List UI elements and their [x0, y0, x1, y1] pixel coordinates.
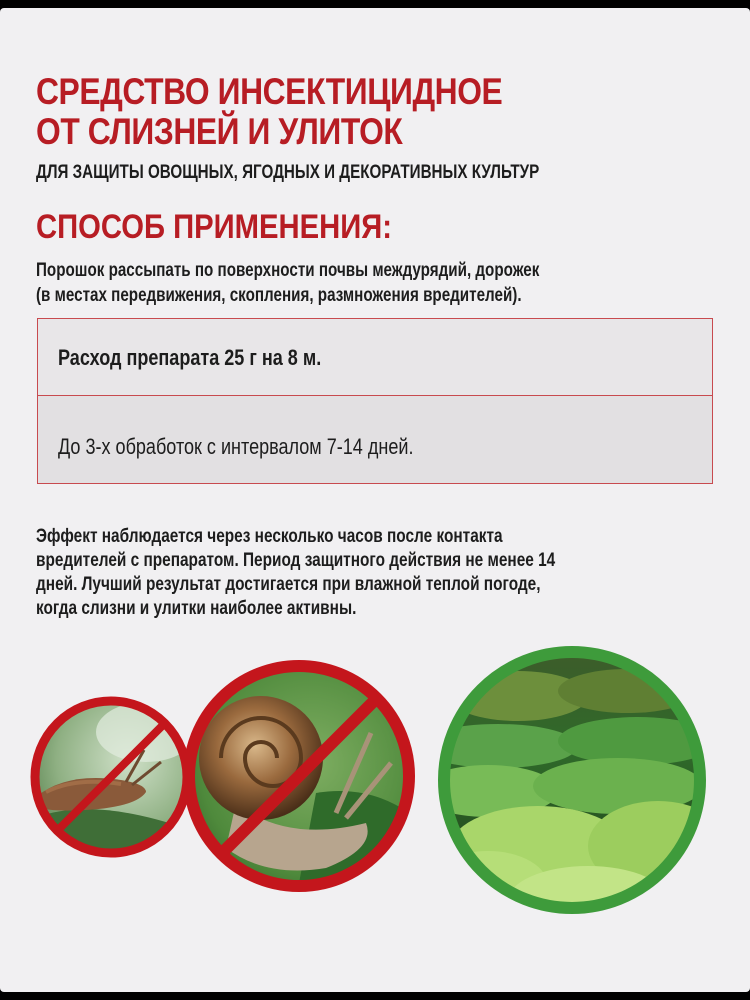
method-line-1: Порошок рассыпать по поверхности почвы междурядий, дорожек: [36, 260, 540, 281]
method-line-2: (в местах передвижения, скопления, размножения вредителей).: [36, 285, 522, 306]
product-title: [36, 72, 621, 152]
effect-line-3: дней. Лучший результат достигается при влажной теплой погоде,: [36, 574, 541, 595]
dosage-table: [37, 318, 713, 484]
title-line-2: ОТ СЛИЗНЕЙ И УЛИТОК: [36, 111, 403, 152]
method-description: [36, 258, 660, 308]
slug-crossed-out-image: [26, 692, 196, 862]
effect-line-4: когда слизни и улитки наиболее активны.: [36, 598, 357, 619]
treatments-text: До 3-х обработок с интервалом 7-14 дней.: [58, 434, 414, 459]
title-line-1: СРЕДСТВО ИНСЕКТИЦИДНОЕ: [36, 71, 503, 112]
effect-description: [36, 525, 684, 621]
rate-text: Расход препарата 25 г на 8 м.: [58, 345, 322, 370]
effect-line-2: вредителей с препаратом. Период защитного действия не менее 14: [36, 550, 556, 571]
healthy-garden-image: [428, 636, 716, 924]
method-heading: СПОСОБ ПРИМЕНЕНИЯ:: [36, 208, 393, 246]
dosage-row-rate: [38, 319, 712, 396]
dosage-row-treatments: [38, 396, 712, 483]
effect-line-1: Эффект наблюдается через несколько часов после контакта: [36, 526, 503, 547]
snail-crossed-out-image: [176, 653, 422, 899]
product-info-card: [0, 8, 750, 992]
product-subtitle: ДЛЯ ЗАЩИТЫ ОВОЩНЫХ, ЯГОДНЫХ И ДЕКОРАТИВНЫХ КУЛЬТУР: [36, 162, 540, 183]
